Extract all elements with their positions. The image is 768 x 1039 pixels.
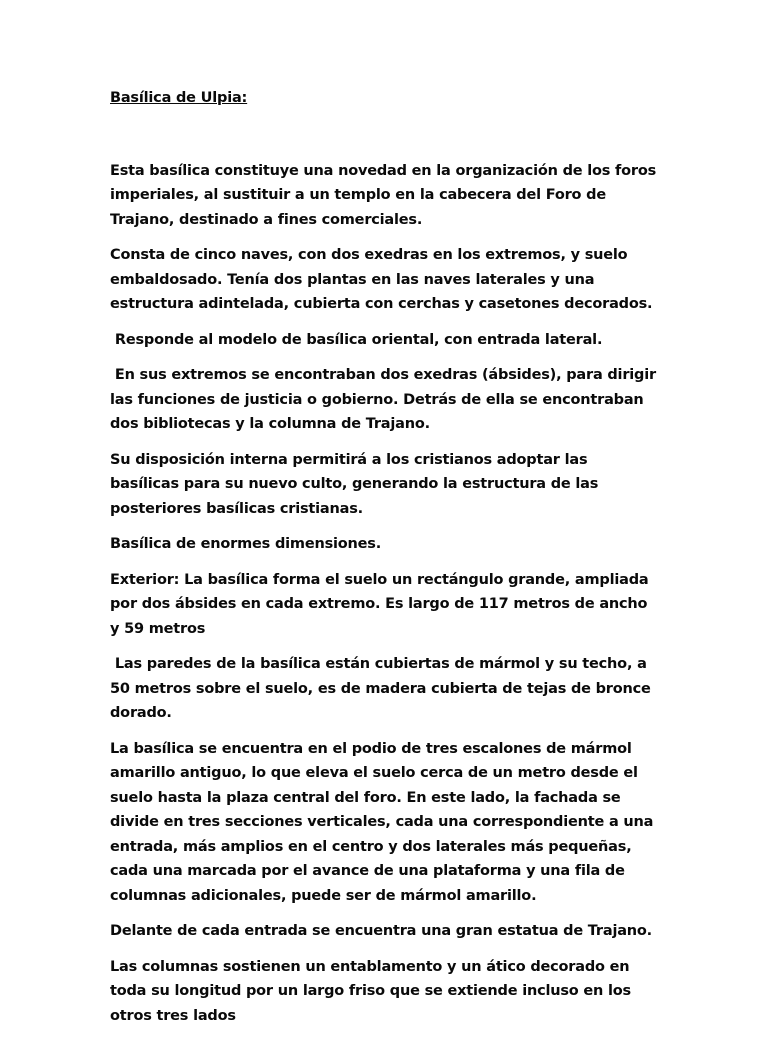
- paragraph: Consta de cinco naves, con dos exedras en los extremos, y suelo embaldosado. Tenía dos plantas en las naves laterales y una estructura adintelada, cubierta con cerchas y casetones decorados.: [110, 247, 653, 312]
- paragraph: Las paredes de la basílica están cubiertas de mármol y su techo, a 50 metros sobre el suelo, es de madera cubierta de tejas de bronce dorado.: [110, 656, 656, 721]
- paragraph: Responde al modelo de basílica oriental, con entrada lateral.: [110, 331, 603, 348]
- document-body: [110, 86, 661, 1039]
- document-title: Basílica de Ulpia:: [110, 90, 248, 106]
- title-spacer: [110, 111, 658, 159]
- paragraph: La basílica se encuentra en el podio de tres escalones de mármol amarillo antiguo, lo que eleva el suelo cerca de un metro desde el suelo hasta la plaza central del foro. En este lado, la fachada se divide en tres secciones verticales, cada una correspondiente a una entrada, más amplios en el centro y dos laterales más pequeñas, cada una marcada por el avance de una plataforma y una fila de columnas adicionales, puede ser de mármol amarillo.: [110, 740, 659, 904]
- paragraph: Basílica de enormes dimensiones.: [110, 536, 382, 552]
- paragraph: Esta basílica constituye una novedad en la organización de los foros imperiales, al sustituir a un templo en la cabecera del Foro de Trajano, destinado a fines comerciales.: [110, 162, 661, 228]
- paragraph: Su disposición interna permitirá a los cristianos adoptar las basílicas para su nuevo culto, generando la estructura de las posteriores basílicas cristianas.: [110, 451, 604, 517]
- paragraph: En sus extremos se encontraban dos exedras (ábsides), para dirigir las funciones de justicia o gobierno. Detrás de ella se encontraban dos bibliotecas y la columna de Trajano.: [110, 367, 661, 432]
- paragraph: Delante de cada entrada se encuentra una gran estatua de Trajano.: [110, 923, 652, 939]
- paragraph: Exterior: La basílica forma el suelo un rectángulo grande, ampliada por dos ábsides en cada extremo. Es largo de 117 metros de ancho y 59 metros: [110, 571, 654, 637]
- paragraph: Las columnas sostienen un entablamento y un ático decorado en toda su longitud por un largo friso que se extiende incluso en los otros tres lados: [110, 958, 636, 1024]
